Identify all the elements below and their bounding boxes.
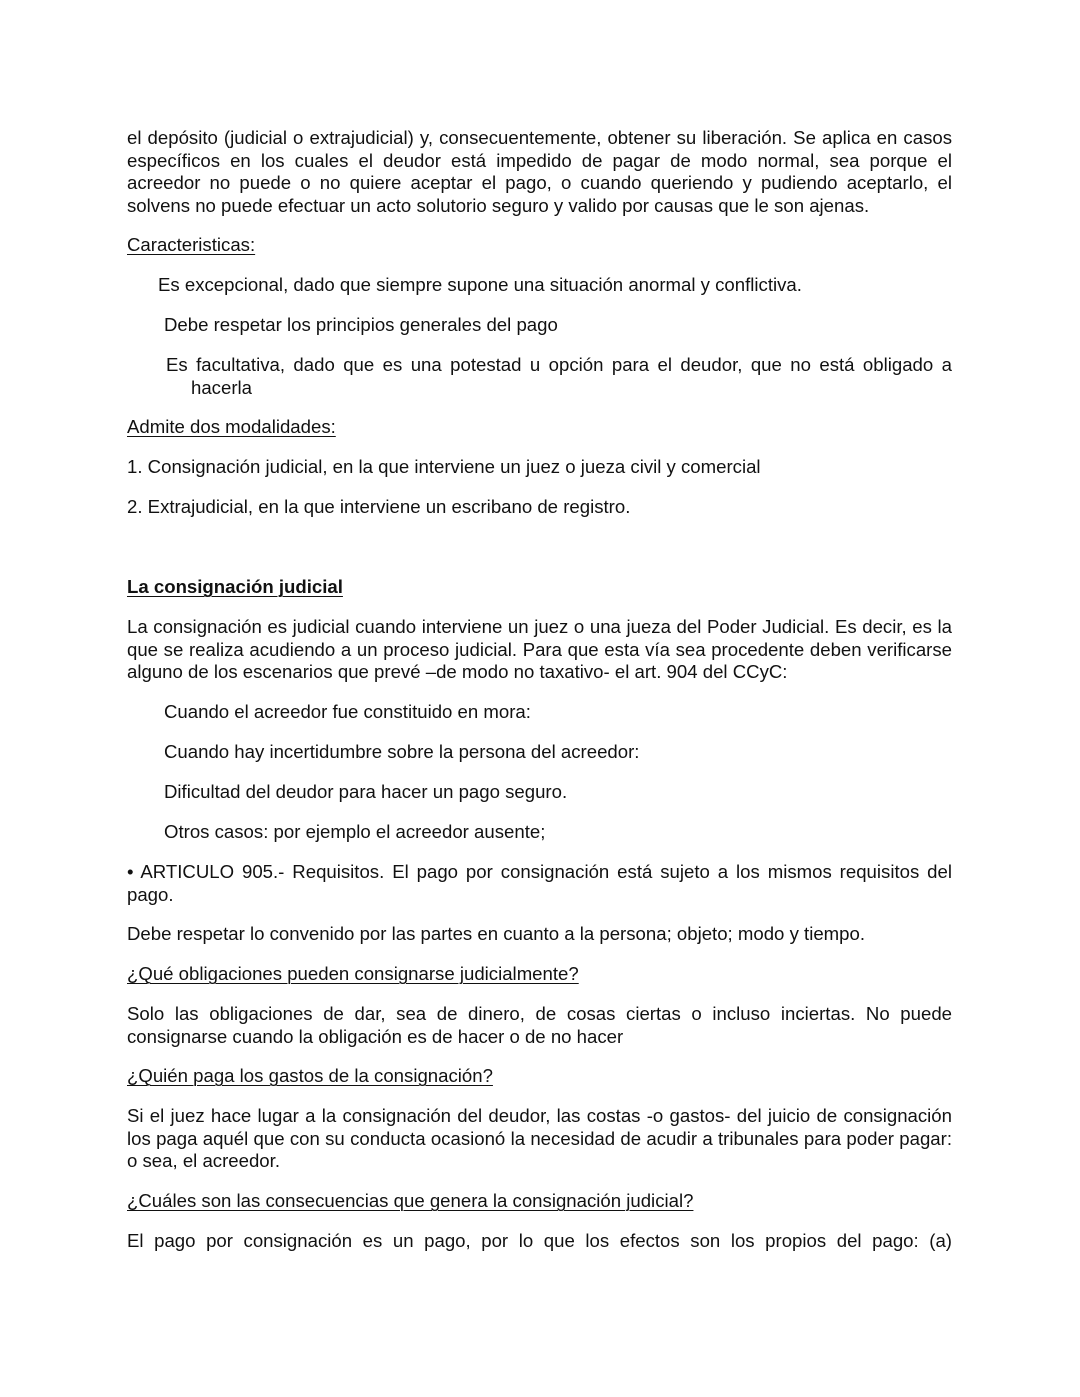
modalidad-item: 1. Consignación judicial, en la que interviene un juez o jueza civil y comercial bbox=[127, 456, 761, 477]
answer-paragraph: Solo las obligaciones de dar, sea de dinero, de cosas ciertas o incluso inciertas. No puede consignarse cuando la obligación es de hacer o de no hacer bbox=[127, 1003, 952, 1047]
intro-paragraph: el depósito (judicial o extrajudicial) y, consecuentemente, obtener su liberación. Se aplica en casos específicos en los cuales el deudor está impedido de pagar de modo normal, sea porque el acreedor no puede o no quiere aceptar el pago, o cuando queriendo y pudiendo aceptarlo, el solvens no puede efectuar un acto solutorio seguro y valido por causas que le son ajenas. bbox=[127, 127, 952, 216]
answer-paragraph: Si el juez hace lugar a la consignación del deudor, las costas -o gastos- del juicio de consignación los paga aquél que con su conducta ocasionó la necesidad de acudir a tribunales para poder pagar: o sea, el acreedor. bbox=[127, 1105, 952, 1171]
caracteristica-item: Debe respetar los principios generales del pago bbox=[164, 314, 558, 335]
articulo-905: • ARTICULO 905.- Requisitos. El pago por consignación está sujeto a los mismos requisitos del pago. bbox=[127, 861, 952, 905]
caracteristica-item: Es excepcional, dado que siempre supone una situación anormal y conflictiva. bbox=[158, 274, 802, 295]
consignacion-paragraph: La consignación es judicial cuando interviene un juez o una jueza del Poder Judicial. Es decir, es la que se realiza acudiendo a un proceso judicial. Para que esta vía sea procedente deben verificarse alguno de los escenarios que prevé –de modo no taxativo- el art. 904 del CCyC: bbox=[127, 616, 952, 682]
escenario-item: Dificultad del deudor para hacer un pago seguro. bbox=[164, 781, 568, 802]
question-heading: ¿Cuáles son las consecuencias que genera la consignación judicial? bbox=[127, 1190, 694, 1211]
modalidad-item: 2. Extrajudicial, en la que interviene un escribano de registro. bbox=[127, 496, 631, 517]
caracteristicas-heading: Caracteristicas: bbox=[127, 234, 256, 255]
question-heading: ¿Quién paga los gastos de la consignación? bbox=[127, 1065, 493, 1086]
answer-paragraph: El pago por consignación es un pago, por lo que los efectos son los propios del pago: (a) bbox=[127, 1230, 952, 1251]
escenario-item: Otros casos: por ejemplo el acreedor ausente; bbox=[164, 821, 546, 842]
question-heading: ¿Qué obligaciones pueden consignarse judicialmente? bbox=[127, 963, 579, 984]
caracteristica-item: Es facultativa, dado que es una potestad u opción para el deudor, que no está obligado a hacerla bbox=[166, 354, 952, 398]
escenario-item: Cuando el acreedor fue constituido en mora: bbox=[164, 701, 531, 722]
respetar-paragraph: Debe respetar lo convenido por las partes en cuanto a la persona; objeto; modo y tiempo. bbox=[127, 923, 866, 944]
modalidades-heading: Admite dos modalidades: bbox=[127, 416, 336, 437]
escenario-item: Cuando hay incertidumbre sobre la persona del acreedor: bbox=[164, 741, 640, 762]
section-heading-consignacion-judicial: La consignación judicial bbox=[127, 576, 343, 597]
